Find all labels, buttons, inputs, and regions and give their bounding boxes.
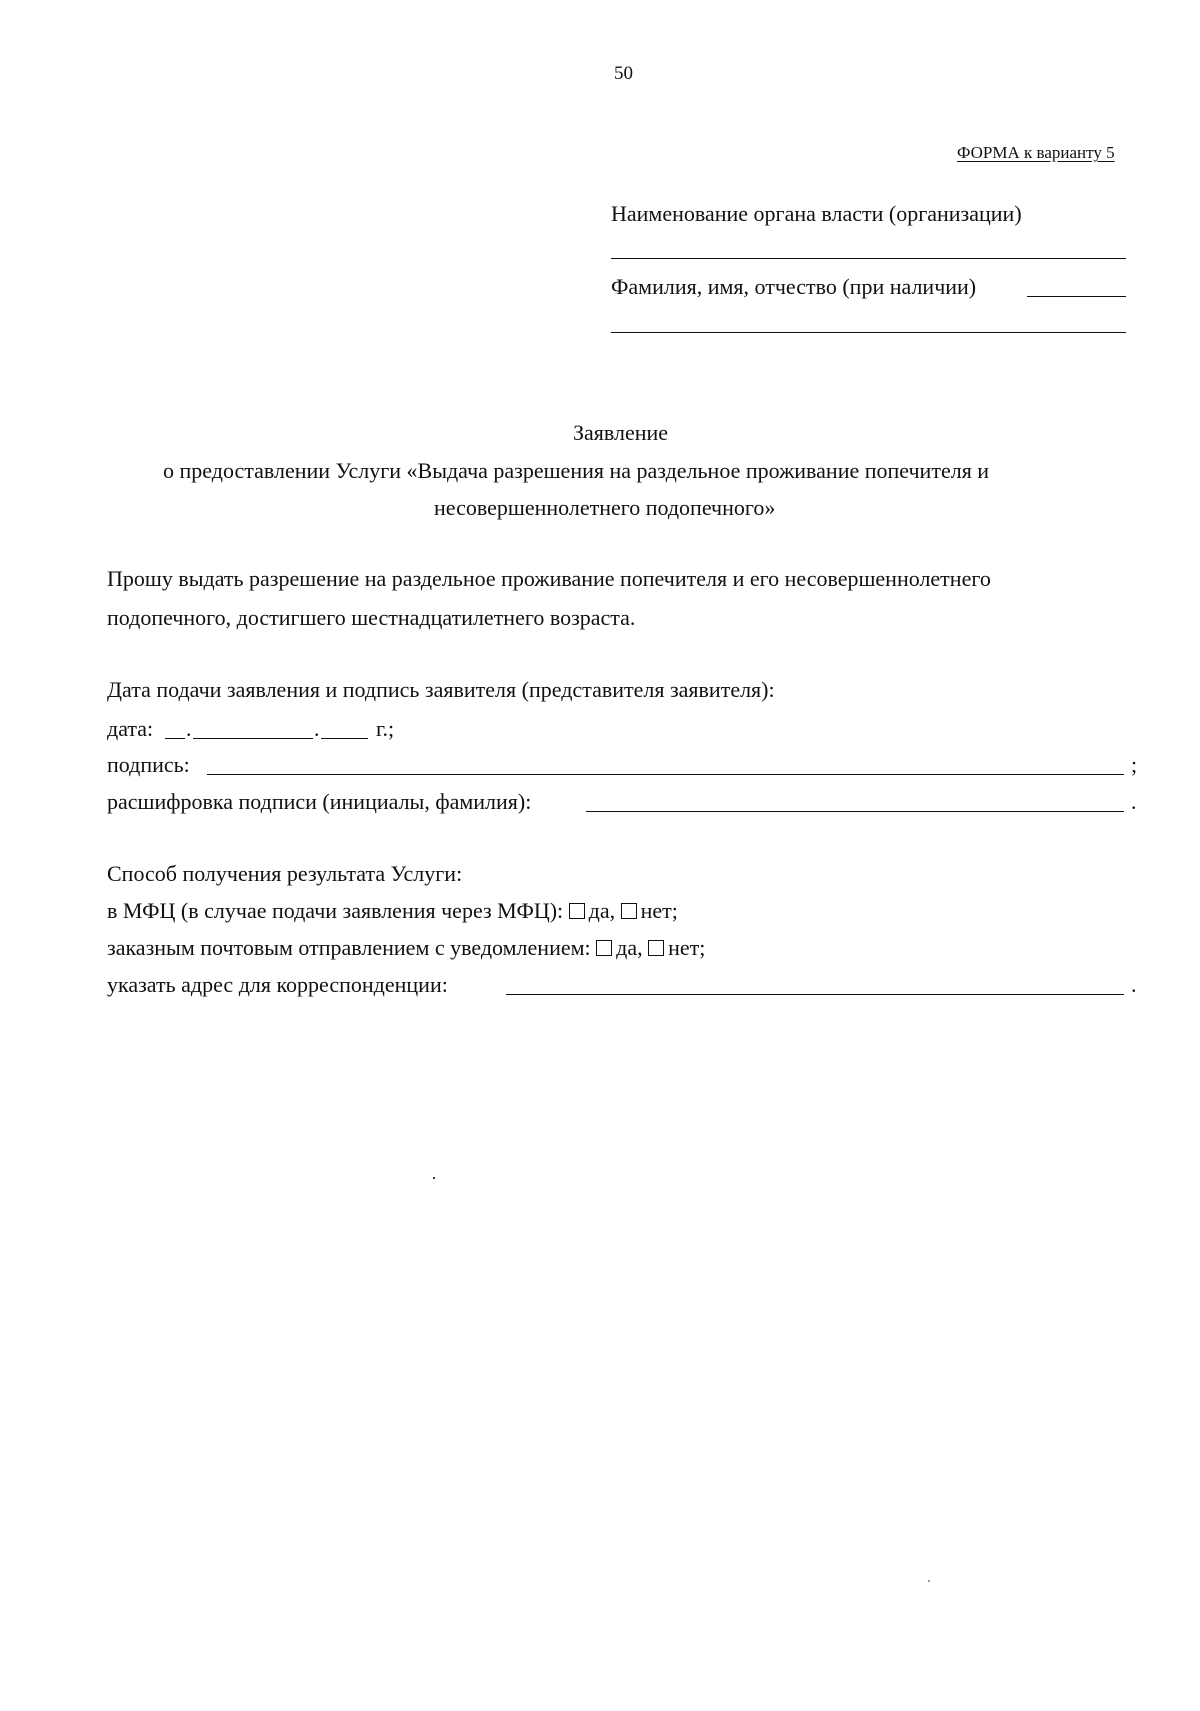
- document-heading: Заявление: [573, 420, 669, 445]
- scan-speck: [928, 1580, 930, 1582]
- page-number: 50: [614, 63, 633, 84]
- fio-field-line-short[interactable]: [1027, 296, 1126, 297]
- signature-label: подпись:: [107, 752, 190, 777]
- delivery-mail-row: [107, 937, 705, 959]
- document-subject-line1: о предоставлении Услуги «Выдача разрешения на раздельное проживание попечителя и: [163, 458, 990, 483]
- date-day-line[interactable]: [165, 738, 185, 739]
- signature-heading: Дата подачи заявления и подпись заявителя (представителя заявителя):: [107, 677, 775, 702]
- fio-label: Фамилия, имя, отчество (при наличии): [611, 274, 977, 299]
- request-text-line1: Прошу выдать разрешение на раздельное проживание попечителя и его несовершеннолетнего: [107, 566, 991, 591]
- address-label: указать адрес для корреспонденции:: [107, 972, 448, 997]
- mfc-yes-label: да,: [588, 898, 616, 923]
- date-month-line[interactable]: [193, 738, 313, 739]
- date-dot-2: .: [314, 716, 320, 741]
- scan-speck: [433, 1177, 435, 1179]
- mfc-no-label: нет;: [640, 898, 678, 923]
- mfc-no-checkbox[interactable]: [621, 903, 637, 919]
- fio-field-line[interactable]: [611, 332, 1126, 333]
- authority-field-line[interactable]: [611, 258, 1126, 259]
- mail-yes-label: да,: [616, 935, 643, 960]
- date-year-line[interactable]: [321, 738, 368, 739]
- address-end: .: [1131, 972, 1137, 997]
- signature-end: ;: [1131, 752, 1138, 777]
- mfc-yes-checkbox[interactable]: [569, 903, 585, 919]
- decoding-end: .: [1131, 789, 1137, 814]
- decoding-field-line[interactable]: [586, 811, 1124, 812]
- mail-no-label: нет;: [668, 935, 706, 960]
- document-subject-line2: несовершеннолетнего подопечного»: [434, 495, 776, 520]
- mail-no-checkbox[interactable]: [648, 940, 664, 956]
- date-label: дата:: [107, 716, 154, 741]
- form-reference: ФОРМА к варианту 5: [957, 143, 1115, 162]
- authority-label: Наименование органа власти (организации): [611, 201, 1022, 226]
- delivery-mfc-label: в МФЦ (в случае подачи заявления через МФЦ):: [107, 898, 564, 923]
- date-year-suffix: г.;: [376, 716, 395, 741]
- signature-field-line[interactable]: [207, 774, 1124, 775]
- date-dot-1: .: [186, 716, 192, 741]
- mail-yes-checkbox[interactable]: [596, 940, 612, 956]
- delivery-heading: Способ получения результата Услуги:: [107, 861, 463, 886]
- decoding-label: расшифровка подписи (инициалы, фамилия):: [107, 789, 532, 814]
- delivery-mfc-row: [107, 900, 678, 922]
- delivery-mail-label: заказным почтовым отправлением с уведомлением:: [107, 935, 591, 960]
- address-field-line[interactable]: [506, 994, 1124, 995]
- request-text-line2: подопечного, достигшего шестнадцатилетнего возраста.: [107, 605, 636, 630]
